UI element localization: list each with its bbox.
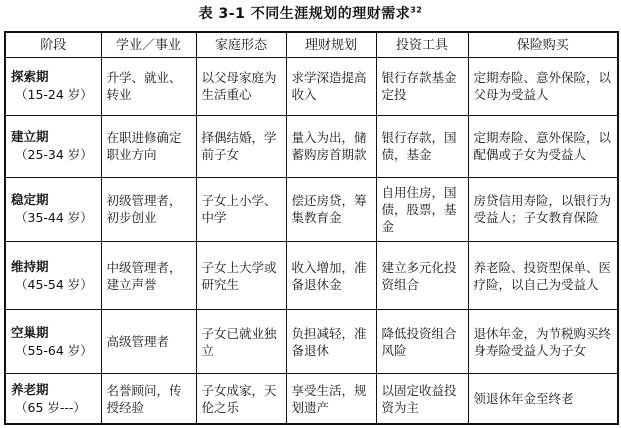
insurance-text: 领退休年金至终老 bbox=[473, 391, 574, 407]
tools-cell bbox=[376, 310, 468, 374]
family-cell bbox=[196, 58, 286, 116]
stage-ages: （35-44 岁） bbox=[15, 210, 93, 226]
header-family: 家庭形态 bbox=[196, 32, 286, 58]
insurance-text: 定期寿险、意外保险，以父母为受益人 bbox=[473, 70, 612, 103]
finance-text: 求学深造提高收入 bbox=[291, 70, 367, 103]
family-cell bbox=[196, 241, 286, 309]
tools-text: 降低投资组合风险 bbox=[381, 325, 457, 358]
life-stage-finance-table bbox=[4, 31, 619, 425]
family-cell bbox=[196, 115, 286, 177]
stage-name: 维持期 bbox=[11, 258, 49, 274]
family-cell bbox=[196, 374, 286, 424]
stage-ages: （45-54 岁） bbox=[15, 276, 93, 292]
insurance-cell bbox=[468, 374, 618, 424]
career-text: 中级管理者，建立声誉 bbox=[106, 259, 182, 292]
caption-title: 表 3-1 不同生涯规划的理财需求 bbox=[198, 6, 411, 22]
career-cell bbox=[101, 374, 196, 424]
footnote-mark: 32 bbox=[410, 5, 423, 15]
family-text: 子女已就业独立 bbox=[201, 325, 277, 358]
stage-name: 建立期 bbox=[11, 129, 49, 145]
header-career: 学业／事业 bbox=[101, 32, 196, 58]
insurance-cell bbox=[468, 115, 618, 177]
header-tools: 投资工具 bbox=[376, 32, 468, 58]
table-caption bbox=[0, 3, 621, 23]
finance-cell bbox=[286, 177, 376, 241]
header-stage: 阶段 bbox=[5, 32, 101, 58]
family-text: 子女上小学、中学 bbox=[201, 193, 277, 226]
career-text: 升学、就业、转业 bbox=[106, 70, 182, 103]
stage-cell bbox=[5, 374, 101, 424]
tools-text: 银行存款基金定投 bbox=[381, 70, 457, 103]
tools-text: 自用住房，国债，股票，基金 bbox=[381, 184, 457, 234]
stage-ages: （65 岁---） bbox=[15, 399, 86, 415]
finance-cell bbox=[286, 115, 376, 177]
tools-cell bbox=[376, 177, 468, 241]
header-row bbox=[5, 32, 618, 58]
stage-name: 空巢期 bbox=[11, 324, 49, 340]
career-text: 名誉顾问，传授经验 bbox=[106, 382, 182, 415]
table-row bbox=[5, 374, 618, 424]
insurance-text: 养老险、投资型保单、医疗险，以自己为受益人 bbox=[473, 259, 612, 292]
finance-cell bbox=[286, 241, 376, 309]
table-row bbox=[5, 310, 618, 374]
finance-text: 偿还房贷，筹集教育金 bbox=[291, 193, 367, 226]
stage-cell bbox=[5, 115, 101, 177]
stage-name: 探索期 bbox=[11, 69, 49, 85]
career-cell bbox=[101, 241, 196, 309]
stage-cell bbox=[5, 177, 101, 241]
insurance-cell bbox=[468, 310, 618, 374]
tools-cell bbox=[376, 374, 468, 424]
finance-cell bbox=[286, 310, 376, 374]
career-text: 在职进修确定职业方向 bbox=[106, 130, 182, 163]
tools-cell bbox=[376, 241, 468, 309]
insurance-text: 退休年金，为节税购买终身寿险受益人为子女 bbox=[473, 325, 612, 358]
table-row bbox=[5, 58, 618, 116]
insurance-cell bbox=[468, 177, 618, 241]
stage-ages: （55-64 岁） bbox=[15, 342, 93, 358]
table-row bbox=[5, 177, 618, 241]
stage-name: 稳定期 bbox=[11, 192, 49, 208]
stage-cell bbox=[5, 310, 101, 374]
tools-text: 银行存款，国债，基金 bbox=[381, 130, 457, 163]
stage-cell bbox=[5, 241, 101, 309]
finance-cell bbox=[286, 374, 376, 424]
insurance-text: 房贷信用寿险，以银行为受益人；子女教育保险 bbox=[473, 193, 612, 226]
finance-text: 收入增加，准备退休金 bbox=[291, 259, 367, 292]
career-cell bbox=[101, 310, 196, 374]
stage-name: 养老期 bbox=[11, 381, 49, 397]
family-cell bbox=[196, 177, 286, 241]
tools-text: 以固定收益投资为主 bbox=[381, 382, 457, 415]
insurance-text: 定期寿险、意外保险，以配偶或子女为受益人 bbox=[473, 130, 612, 163]
finance-text: 享受生活，规划遗产 bbox=[291, 382, 367, 415]
career-cell bbox=[101, 58, 196, 116]
tools-cell bbox=[376, 115, 468, 177]
insurance-cell bbox=[468, 58, 618, 116]
stage-cell bbox=[5, 58, 101, 116]
header-insurance: 保险购买 bbox=[468, 32, 618, 58]
family-text: 择偶结婚，学前子女 bbox=[201, 130, 277, 163]
table-row bbox=[5, 241, 618, 309]
stage-ages: （15-24 岁） bbox=[15, 87, 93, 103]
header-finance: 理财规划 bbox=[286, 32, 376, 58]
table-row bbox=[5, 115, 618, 177]
family-cell bbox=[196, 310, 286, 374]
career-text: 高级管理者 bbox=[106, 334, 170, 350]
career-cell bbox=[101, 115, 196, 177]
family-text: 子女成家，天伦之乐 bbox=[201, 382, 277, 415]
family-text: 以父母家庭为生活重心 bbox=[201, 70, 277, 103]
tools-text: 建立多元化投资组合 bbox=[381, 259, 457, 292]
finance-cell bbox=[286, 58, 376, 116]
career-text: 初级管理者，初步创业 bbox=[106, 193, 182, 226]
family-text: 子女上大学或研究生 bbox=[201, 259, 277, 292]
insurance-cell bbox=[468, 241, 618, 309]
career-cell bbox=[101, 177, 196, 241]
finance-text: 量入为出，储蓄购房首期款 bbox=[291, 130, 367, 163]
tools-cell bbox=[376, 58, 468, 116]
stage-ages: （25-34 岁） bbox=[15, 147, 93, 163]
finance-text: 负担减轻，准备退休 bbox=[291, 325, 367, 358]
